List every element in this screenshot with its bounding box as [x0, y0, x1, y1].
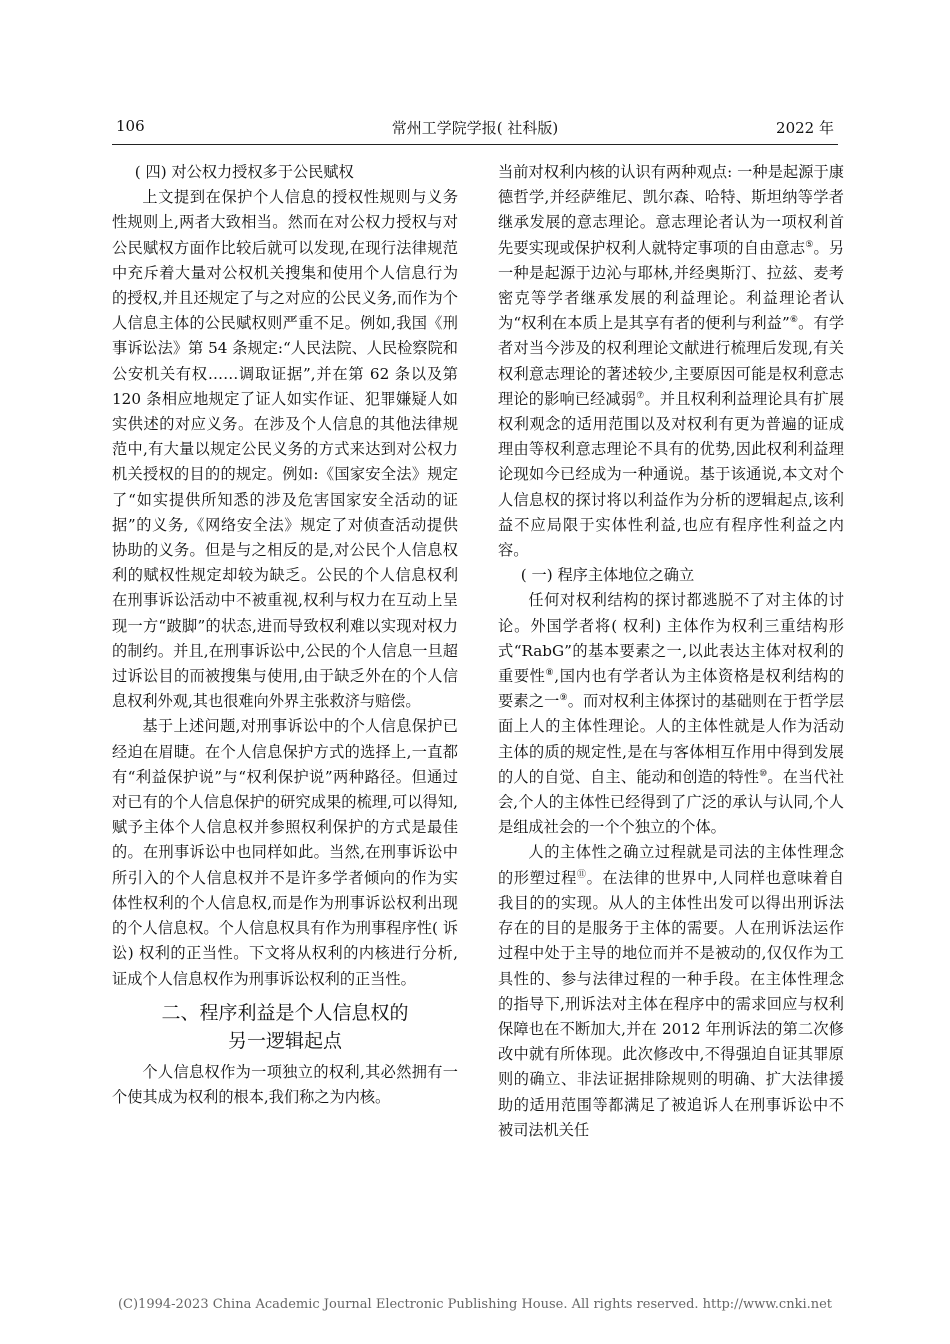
subsection-title: ( 一) 程序主体地位之确立 [520, 566, 695, 585]
text-run: 任何对权利结构的探讨都逃脱不了对主体的讨论。外国学者将( 权利) 主体作为权利三重结构形式“RabG”的基本要素之一,以此表达主体对权利的重要性 [498, 591, 844, 686]
footnote-ref[interactable]: ⑨ [559, 693, 568, 704]
footnote-ref[interactable]: ⑩ [759, 768, 768, 779]
text-run: 。在法律的世界中,人同样也意味着自我目的的实现。从人的主体性出发可以得出刑诉法存在的目的是服务于主体的需要。人在刑诉法运作过程中处于主导的地位而并不是被动的,仅仅作为工具性的、参与法律过程的一种手段。在主体性理念的指导下,刑诉法对主体在程序中的需求回应与权利保障也在不断加大,并在 2012 年刑诉法的第二次修改中就有所体现。此次修改中,不得强迫自证其罪原则的确立、非法证据排除规则的明确、扩大法律援助的适用范围等都满足了被追诉人在刑事诉讼中不被司法机关任 [498, 868, 845, 1139]
text-run: 。而对权利主体探讨的基础则在于哲学层面上人的主体性理论。人的主体性就是人作为活动主体的质的规定性,是在与客体相互作用中得到发展的人的自觉、自主、能动和创造的特性 [498, 692, 845, 786]
page-number: 106 [116, 117, 145, 135]
text-run: ,国内也有学者认为主体资格是权利结构的要素之一 [498, 667, 845, 711]
chapter-heading-line2: 另一逻辑起点 [227, 1029, 342, 1052]
paragraph [498, 840, 844, 1142]
section-title: ( 四) 对公权力授权多于公民赋权 [134, 163, 354, 181]
chapter-heading-line1: 二、程序利益是个人信息权的 [161, 1001, 409, 1024]
text-run: 。在当代社会,个人的主体性已经得到了广泛的承认与认同,个人是组成社会的一个个独立的个体。 [498, 767, 845, 837]
page-header [116, 117, 834, 143]
text-run: 当前对权利内核的认识有两种观点: 一种是起源于康德哲学,并经萨维尼、凯尔森、哈特、斯坦纳等学者继承发展的意志理论。意志理论者认为一项权利首先要实现或保护权利人就特定事项的自由意志 [498, 163, 844, 257]
footnote-ref[interactable]: ⑧ [545, 668, 555, 678]
right-column [498, 160, 844, 1143]
paragraph: 上文提到在保护个人信息的授权性规则与义务性规则上,两者大致相当。然而在对公权力授权与对公民赋权方面作比较后就可以发现,在现行法律规范中充斥着大量对公权机关搜集和使用个人信息行为的授权,并且还规定了与之对应的公民义务,而作为个人信息主体的公民赋权则严重不足。例如,我国《刑事诉讼法》第 54 条规定:“人民法院、人民检察院和公安机关有权……调取证据”,并在第 62 条以及第 120 条相应地规定了证人如实作证、犯罪嫌疑人如实供述的对应义务。在涉及个人信息的其他法律规范中,有大量以规定公民义务的方式来达到对公权力机关授权的目的的规定。例如:《国家安全法》规定了“如实提供所知悉的涉及危害国家安全活动的证据”的义务,《网络安全法》规定了对侦查活动提供协助的义务。但是与之相反的是,对公民个人信息权利的赋权性规定却较为缺乏。公民的个人信息权利在刑事诉讼活动中不被重视,权利与权力在互动上呈现一方“跛脚”的状态,进而导致权利难以实现对权力的制约。并且,在刑事诉讼中,公民的个人信息一旦超过诉讼目的而被搜集与使用,由于缺乏外在的个人信息权利外观,其也很难向外界主张救济与赔偿。 [112, 188, 458, 711]
paragraph [498, 588, 844, 840]
text-run: 人的主体性之确立过程就是司法的主体性理念的形塑过程 [498, 843, 844, 887]
text-run: 。有学者对当今涉及的权利理论文献进行梳理后发现,有关权利意志理论的著述较少,主要原因可能是权利意志理论的影响已经减弱 [498, 314, 845, 408]
chapter-heading [112, 999, 458, 1055]
footnote-ref[interactable]: ⑤ [805, 239, 814, 250]
text-run: 。另一种是起源于边沁与耶林,并经奥斯汀、拉兹、麦考密克等学者继承发展的利益理论。利益理论者认为“权利在本质上是其享有者的便利与利益” [498, 238, 845, 333]
copyright-footer: (C)1994-2023 China Academic Journal Electronic Publishing House. All rights reserved. http://www.cnki.net [117, 1297, 833, 1312]
paragraph [498, 160, 844, 563]
paragraph: 个人信息权作为一项独立的权利,其必然拥有一个使其成为权利的根本,我们称之为内核。 [112, 1062, 458, 1106]
text-run: 。并且权利利益理论具有扩展权利观念的适用范围以及对权利有更为普遍的证成理由等权利意志理论不具有的优势,因此权利利益理论现如今已经成为一种通说。基于该通说,本文对个人信息权的探讨将以利益作为分析的逻辑起点,该利益不应局限于实体性利益,也应有程序性利益之内容。 [498, 389, 845, 560]
paragraph: 基于上述问题,对刑事诉讼中的个人信息保护已经迫在眉睫。在个人信息保护方式的选择上,一直都有“利益保护说”与“权利保护说”两种路径。但通过对已有的个人信息保护的研究成果的梳理,可以得知,赋予主体个人信息权并参照权利保护的方式是最佳的。在刑事诉讼中也同样如此。当然,在刑事诉讼中所引入的个人信息权并不是许多学者倾向的作为实体性权利的个人信息权,而是作为刑事诉讼权利出现的个人信息权。个人信息权具有作为刑事程序性( 诉讼) 权利的正当性。下文将从权利的内核进行分析,证成个人信息权作为刑事诉讼权利的正当性。 [112, 717, 458, 988]
footnote-ref[interactable]: ⑥ [789, 315, 799, 326]
publication-year: 2022 年 [776, 119, 834, 137]
journal-title: 常州工学院学报( 社科版) [391, 119, 559, 137]
footnote-ref[interactable]: ⑪ [576, 869, 587, 880]
left-column [112, 160, 458, 1110]
header-rule [112, 144, 838, 145]
footnote-ref[interactable]: ⑦ [636, 390, 645, 401]
